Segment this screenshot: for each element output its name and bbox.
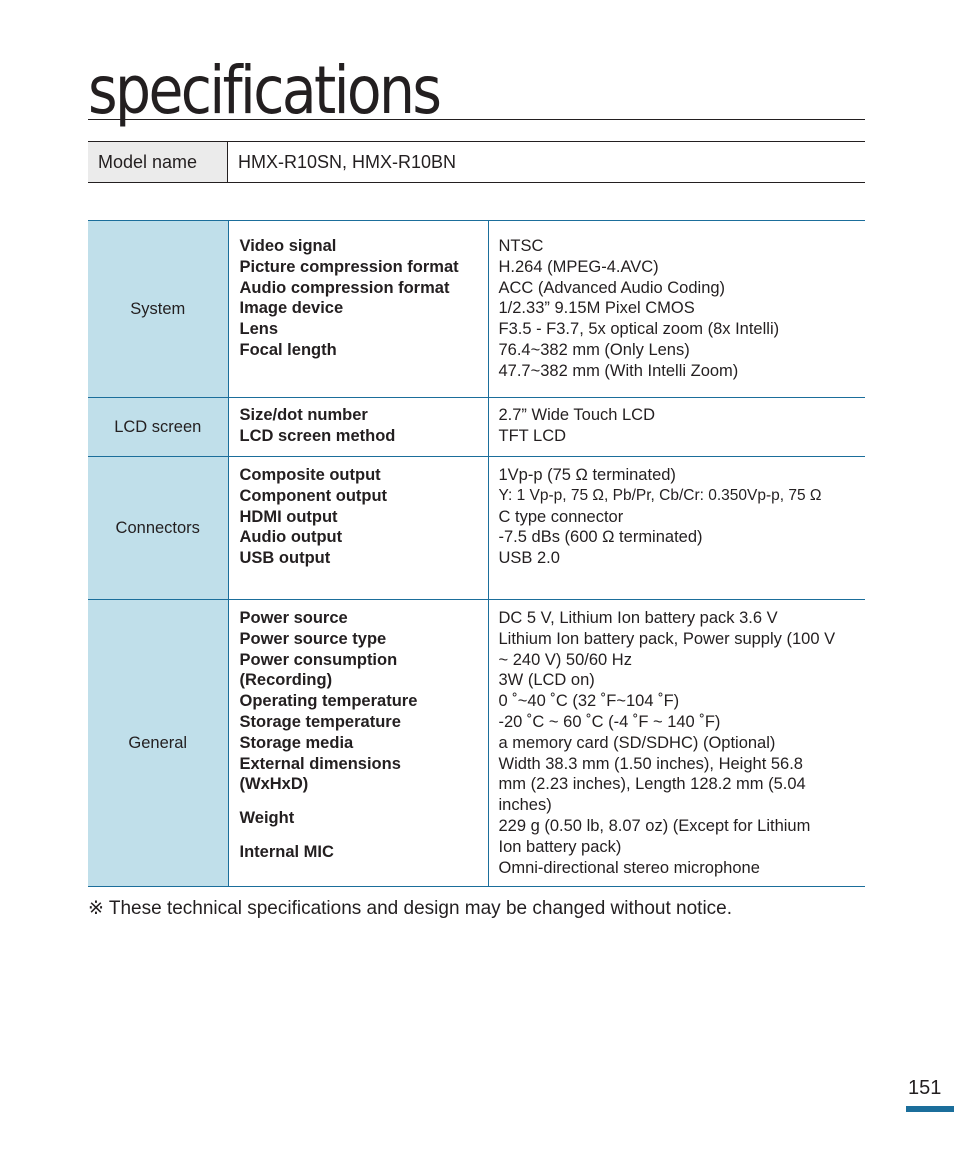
spec-value: NTSC: [498, 237, 544, 255]
spec-keys-connectors: [228, 457, 488, 600]
spec-value: a memory card (SD/SDHC) (Optional): [498, 733, 776, 752]
spec-key: Size/dot number: [239, 406, 368, 424]
spec-values-lcd: [488, 398, 865, 457]
spec-key: (Recording): [239, 671, 333, 690]
spec-value: Y: 1 Vp-p, 75 Ω, Pb/Pr, Cb/Cr: 0.350Vp-p, 75 Ω: [498, 486, 822, 504]
spec-values-connectors: [488, 457, 865, 600]
spec-key: Power source: [239, 609, 348, 627]
spec-value: TFT LCD: [498, 426, 567, 445]
spec-key: External dimensions: [239, 754, 401, 773]
spec-value: Ion battery pack): [498, 837, 622, 856]
category-lcd-screen: LCD screen: [88, 398, 228, 457]
spec-value: 229 g (0.50 lb, 8.07 oz) (Except for Lithium: [498, 816, 811, 835]
spec-value: USB 2.0: [498, 549, 560, 568]
spec-key: Audio output: [239, 528, 343, 547]
spec-key: Internal MIC: [239, 842, 334, 861]
spec-value: DC 5 V, Lithium Ion battery pack 3.6 V: [498, 609, 778, 627]
spec-value: 0 ˚~40 ˚C (32 ˚F~104 ˚F): [498, 692, 680, 711]
spec-key: HDMI output: [239, 507, 338, 526]
spec-key: Storage temperature: [239, 712, 401, 731]
spec-key: Focal length: [239, 340, 337, 359]
spec-value: -7.5 dBs (600 Ω terminated): [498, 528, 703, 547]
spec-key: Composite output: [239, 466, 381, 484]
page-number: 151: [908, 1077, 942, 1099]
spec-value: Lithium Ion battery pack, Power supply (100 V: [498, 629, 836, 648]
spec-value: ~ 240 V) 50/60 Hz: [498, 650, 632, 669]
specifications-table: [88, 220, 865, 887]
model-name-label: Model name: [88, 142, 228, 182]
spec-keys-system: [228, 221, 488, 398]
category-system: System: [88, 221, 228, 398]
spec-key: Power source type: [239, 629, 387, 648]
spec-value: mm (2.23 inches), Length 128.2 mm (5.04: [498, 775, 806, 794]
spec-value: 76.4~382 mm (Only Lens): [498, 340, 690, 359]
model-name-table: [88, 141, 865, 183]
spec-key: Audio compression format: [239, 278, 450, 297]
spec-value: C type connector: [498, 507, 624, 526]
spec-value: Width 38.3 mm (1.50 inches), Height 56.8: [498, 754, 803, 773]
table-row-lcd-screen: [88, 398, 865, 457]
table-row-system: [88, 221, 865, 398]
spec-values-system: [488, 221, 865, 398]
spec-key: Storage media: [239, 733, 354, 752]
spec-value: Omni-directional stereo microphone: [498, 858, 760, 877]
spacer: [240, 829, 488, 842]
spec-keys-lcd: [228, 398, 488, 457]
spec-value: H.264 (MPEG-4.AVC): [498, 257, 659, 276]
spec-value: ACC (Advanced Audio Coding): [498, 278, 726, 297]
spec-key: Power consumption: [239, 650, 398, 669]
category-connectors: Connectors: [88, 457, 228, 600]
spec-value: -20 ˚C ~ 60 ˚C (-4 ˚F ~ 140 ˚F): [498, 712, 721, 731]
spec-keys-general: [228, 600, 488, 887]
spec-key: Video signal: [239, 237, 337, 255]
spec-value: 1Vp-p (75 Ω terminated): [498, 466, 676, 484]
spacer: [240, 795, 488, 808]
page-title: specifications: [88, 52, 440, 129]
spec-value: 1/2.33” 9.15M Pixel CMOS: [498, 299, 695, 318]
spec-key: Image device: [239, 299, 344, 318]
spec-value: 47.7~382 mm (With Intelli Zoom): [498, 361, 739, 380]
spec-value: 2.7” Wide Touch LCD: [498, 406, 656, 424]
spec-key: Lens: [239, 320, 279, 339]
table-row-connectors: [88, 457, 865, 600]
spec-values-general: [488, 600, 865, 887]
spec-key: Operating temperature: [239, 692, 418, 711]
spec-key: Picture compression format: [239, 257, 459, 276]
disclaimer-note: ※ These technical specifications and design may be changed without notice.: [88, 898, 733, 919]
spec-key: (WxHxD): [239, 775, 309, 794]
spec-value: F3.5 - F3.7, 5x optical zoom (8x Intelli): [498, 320, 780, 339]
model-name-value: HMX-R10SN, HMX-R10BN: [238, 151, 457, 172]
spec-key: Component output: [239, 486, 388, 505]
spec-value: inches): [498, 796, 552, 815]
spec-value: 3W (LCD on): [498, 671, 595, 690]
spec-key: Weight: [239, 809, 295, 828]
title-rule: [88, 119, 865, 120]
category-general: General: [88, 600, 228, 887]
table-row-general: [88, 600, 865, 887]
spec-key: LCD screen method: [239, 426, 396, 445]
page-number-bar: [906, 1106, 954, 1112]
spec-key: USB output: [239, 549, 331, 568]
